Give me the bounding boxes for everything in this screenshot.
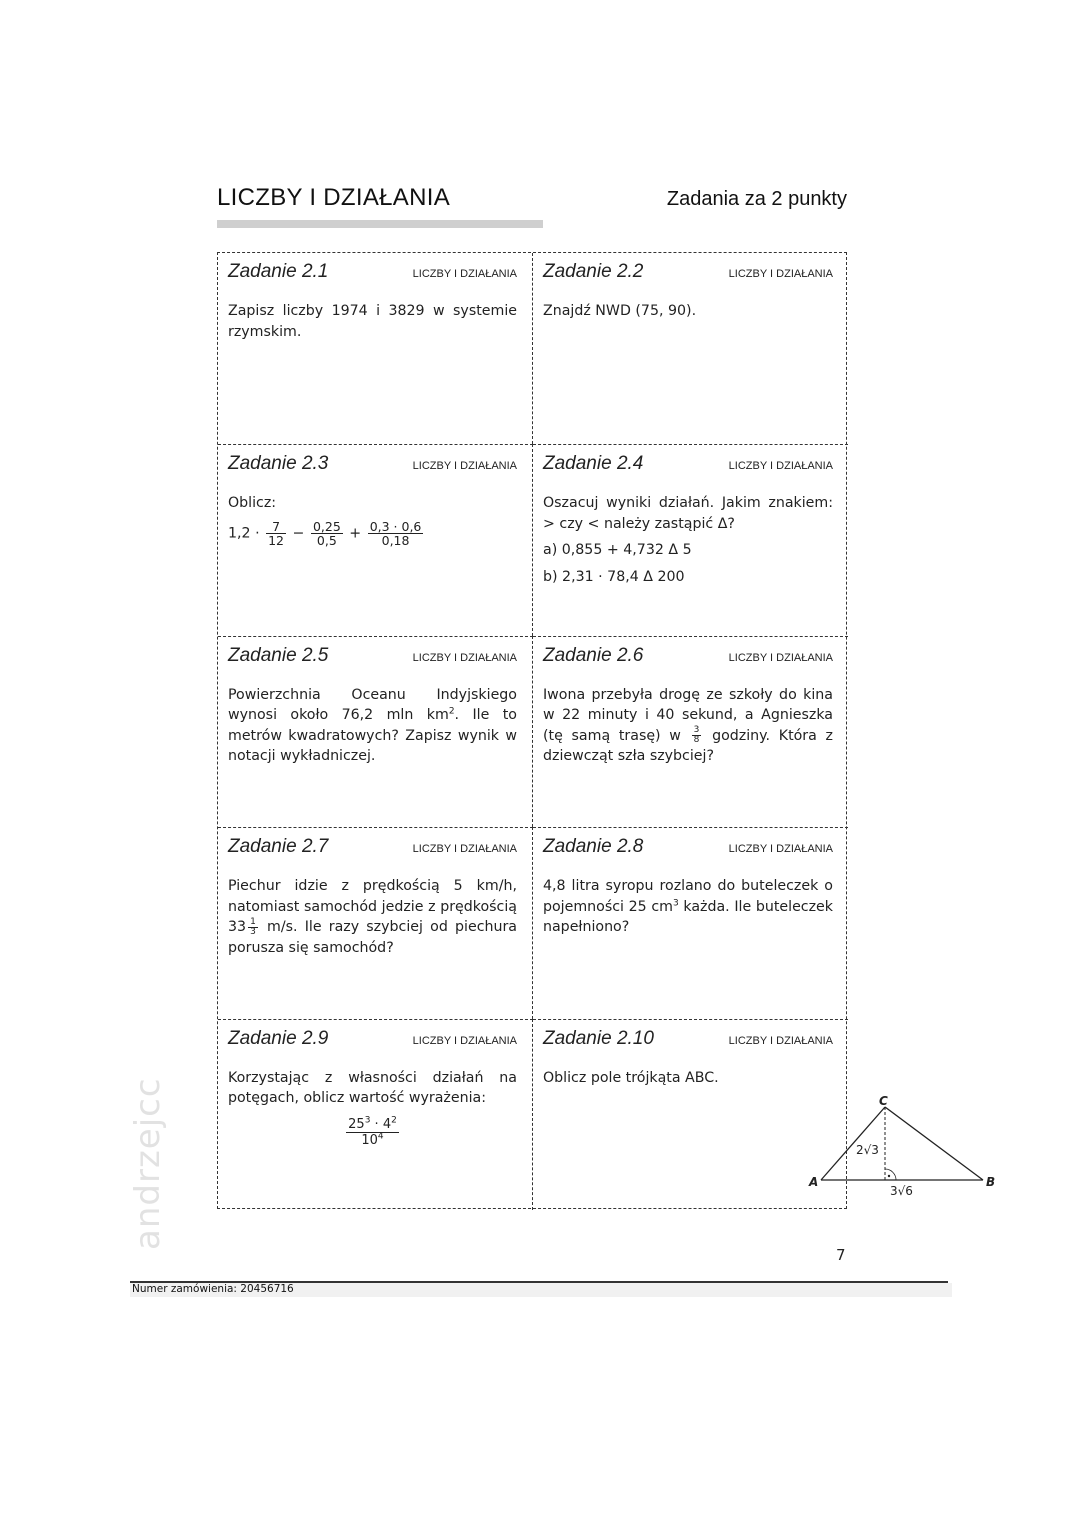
fraction: $\frac{1}{3}$: [250, 916, 256, 937]
page-number: 7: [836, 1246, 846, 1264]
task-category: LICZBY I DZIAŁANIA: [412, 1034, 517, 1047]
svg-text:B: B: [986, 1174, 996, 1189]
task-category: LICZBY I DZIAŁANIA: [728, 268, 833, 280]
subtask-b: b) 2,31 · 78,4 Δ 200: [543, 568, 685, 585]
subtask-a: a) 0,855 + 4,732 Δ 5: [543, 542, 692, 559]
fraction: $\frac{3}{8}$: [693, 725, 700, 746]
math-expression: 1,2 · $\frac{7}{12}$ − $\frac{0,25}{0,5}$ + $\frac{0,3 \cdot 0,6}{0,18}$: [228, 518, 422, 548]
task-category: LICZBY I DZIAŁANIA: [728, 651, 833, 664]
task-card-2-7: [218, 827, 533, 1018]
fraction: $\frac{0,3 \cdot 0,6}{0,18}$: [369, 518, 422, 548]
page-title: LICZBY I DZIAŁANIA: [217, 184, 451, 211]
task-category: LICZBY I DZIAŁANIA: [728, 843, 833, 856]
task-card-2-9: [218, 1019, 533, 1210]
triangle-abc-figure: [533, 1020, 996, 1211]
task-text: Zapisz liczby 1974 i 3829 w systemie rzymskim.: [228, 303, 517, 340]
task-text: Powierzchnia Oceanu Indyjskiego wynosi około 76,2 mln $km^2$. Ile to metrów kwadratowych? Zapisz wynik w notacji wykładniczej.: [228, 686, 517, 765]
svg-text:3√6: 3√6: [890, 1183, 913, 1198]
task-text: Korzystając z własności działań na potęgach, oblicz wartość wyrażenia:: [228, 1069, 517, 1107]
task-category: LICZBY I DZIAŁANIA: [412, 460, 517, 473]
task-category: LICZBY I DZIAŁANIA: [412, 843, 517, 856]
task-card-2-1: [218, 253, 533, 444]
watermark: andrzejcc: [128, 1077, 168, 1250]
task-card-2-6: [533, 636, 848, 827]
task-card-2-3: [218, 444, 533, 635]
task-category: LICZBY I DZIAŁANIA: [728, 460, 833, 473]
task-title: Zadanie 2.9: [228, 1027, 329, 1049]
task-card-2-5: [218, 636, 533, 827]
task-text: Oblicz pole trójkąta ABC.: [543, 1069, 719, 1086]
fraction: $\frac{7}{12}$: [268, 518, 285, 548]
task-category: LICZBY I DZIAŁANIA: [728, 1034, 833, 1047]
task-title: Zadanie 2.7: [228, 836, 329, 858]
task-title: Zadanie 2.3: [228, 453, 329, 475]
page-subtitle: Zadania za 2 punkty: [666, 188, 847, 210]
task-title: Zadanie 2.5: [228, 644, 329, 666]
svg-text:2√3: 2√3: [856, 1142, 879, 1157]
task-category: LICZBY I DZIAŁANIA: [412, 268, 517, 280]
task-category: LICZBY I DZIAŁANIA: [412, 651, 517, 664]
task-title: Zadanie 2.4: [543, 453, 644, 475]
task-title: Zadanie 2.8: [543, 836, 644, 858]
task-text: Oblicz:: [228, 495, 277, 512]
task-title: Zadanie 2.1: [228, 261, 329, 282]
task-card-2-4: [533, 444, 848, 635]
power-expression: $\frac{25^3 \cdot 4^2}{10^4}$: [348, 1115, 397, 1148]
task-grid: [217, 252, 996, 1209]
task-title: Zadanie 2.2: [543, 261, 644, 282]
task-text: Oszacuj wyniki działań. Jakim znakiem: > czy < należy zastąpić Δ?: [543, 495, 833, 532]
task-card-2-2: [533, 253, 848, 444]
task-title: Zadanie 2.6: [543, 644, 644, 666]
task-title: Zadanie 2.10: [543, 1027, 654, 1049]
svg-text:A: A: [809, 1174, 819, 1189]
task-card-2-10: [533, 1019, 996, 1210]
task-text: Znajdź NWD (75, 90).: [543, 303, 697, 319]
task-text: Piechur idzie z prędkością 5 km/h, natomiast samochód jedzie z prędkością 33 $\frac{1}{3}$ m/s. Ile razy szybciej od piechura porusza się samochód?: [228, 878, 517, 956]
svg-text:C: C: [879, 1093, 888, 1108]
task-text: Iwona przebyła drogę ze szkoły do kina w 22 minuty i 40 sekund, a Agnieszka (tę samą trasę) w $\frac{3}{8}$ godziny. Która z dziewcząt szła szybciej?: [543, 686, 833, 765]
fraction: $\frac{0,25}{0,5}$: [312, 518, 341, 548]
title-underline-bar: [217, 220, 543, 228]
task-card-2-8: [533, 827, 848, 1018]
order-number: Numer zamówienia: 20456716: [132, 1283, 294, 1295]
task-text: 4,8 litra syropu rozlano do buteleczek o pojemności 25 $cm^3$ każda. Ile buteleczek napełniono?: [543, 878, 833, 936]
